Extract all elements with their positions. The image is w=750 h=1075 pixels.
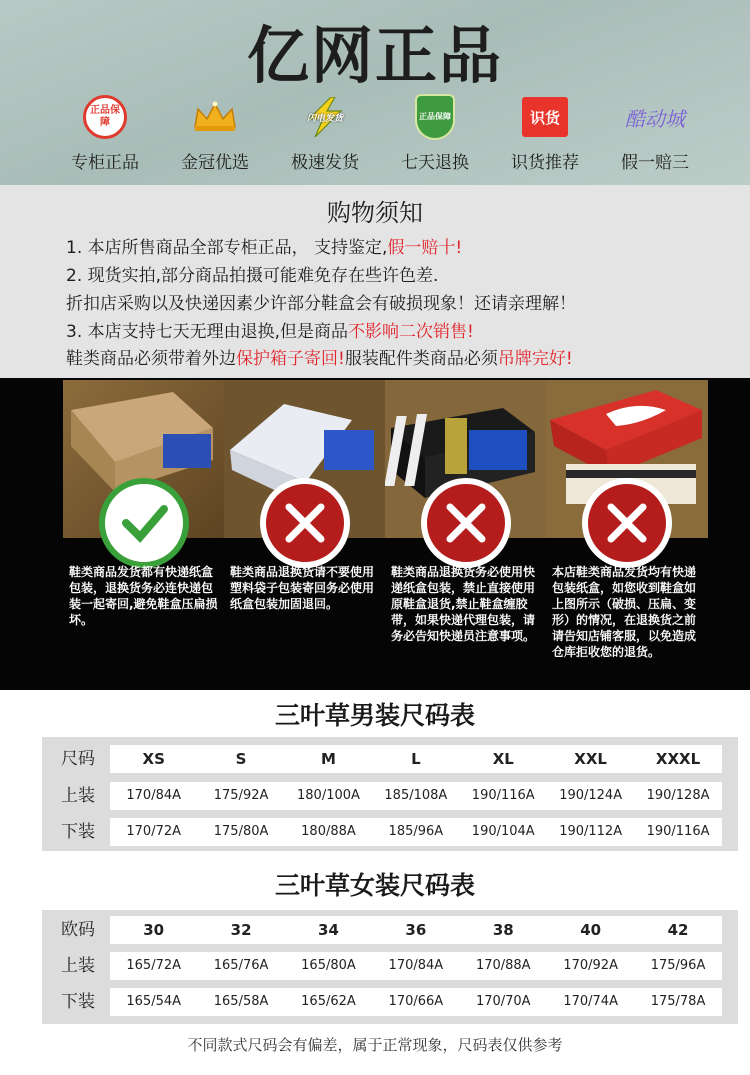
shihuo-logo-icon: 识货 bbox=[522, 97, 568, 137]
table-cell: 175/78A bbox=[650, 994, 706, 1009]
badge-label: 识货推荐 bbox=[511, 153, 579, 173]
badge-gold-crown bbox=[160, 92, 270, 173]
wrong-cross-icon bbox=[421, 478, 511, 568]
table-cell: 185/108A bbox=[384, 788, 448, 803]
panel-caption: 鞋类商品退换货请不要使用塑料袋子包装寄回务必使用纸盒包装加固退回。 bbox=[230, 565, 375, 611]
notice-line-2: 2. 现货实拍,部分商品拍摄可能难免存在些许色差. bbox=[66, 266, 439, 286]
table-cell: 165/76A bbox=[213, 958, 269, 973]
kudong-logo-icon: 酷动城 bbox=[625, 106, 685, 131]
header-banner bbox=[0, 0, 750, 185]
panel-correct-packaging bbox=[63, 378, 225, 690]
table-cell: 170/92A bbox=[563, 958, 618, 973]
notice-line-1: 1. 本店所售商品全部专柜正品， 支持鉴定,假一赔十! bbox=[66, 238, 463, 258]
table-row bbox=[42, 916, 738, 944]
table-cell: 180/88A bbox=[301, 824, 356, 839]
badge-label: 专柜正品 bbox=[71, 153, 139, 173]
table-cell: XXXL bbox=[655, 750, 701, 768]
table-cell: 170/84A bbox=[126, 788, 182, 803]
brand-title: 亿网正品 bbox=[246, 19, 503, 92]
panel-taped-shoebox bbox=[385, 378, 547, 690]
table-row bbox=[42, 782, 738, 810]
table-cell: 185/96A bbox=[388, 824, 444, 839]
men-size-table bbox=[42, 737, 738, 851]
badge-label: 假一赔三 bbox=[621, 153, 689, 173]
row-header: 下装 bbox=[61, 992, 95, 1012]
table-cell: 34 bbox=[318, 921, 339, 939]
badge-kudong bbox=[600, 92, 710, 173]
table-cell: M bbox=[321, 750, 336, 768]
table-cell: 32 bbox=[230, 921, 252, 939]
women-size-table bbox=[42, 910, 738, 1024]
panel-caption: 鞋类商品发货都有快递纸盒包装，退换货务必连快递包装一起寄回,避免鞋盒压扁损坏。 bbox=[69, 565, 218, 627]
table-row bbox=[42, 818, 738, 846]
table-cell: XXL bbox=[574, 750, 607, 768]
shopping-notice bbox=[0, 185, 750, 378]
notice-line-3: 折扣店采购以及快递因素少许部分鞋盒会有破损现象！还请亲理解！ bbox=[66, 294, 576, 314]
men-table-title: 三叶草男装尺码表 bbox=[274, 701, 475, 730]
packaging-examples bbox=[0, 378, 750, 690]
row-header: 下装 bbox=[61, 822, 95, 842]
badge-label: 极速发货 bbox=[291, 153, 359, 173]
notice-title: 购物须知 bbox=[327, 199, 423, 227]
table-cell: 175/80A bbox=[213, 824, 269, 839]
table-cell: S bbox=[235, 750, 247, 768]
gold-crown-icon bbox=[192, 101, 238, 133]
table-cell: 165/54A bbox=[126, 994, 182, 1009]
table-cell: 175/92A bbox=[213, 788, 269, 803]
wrong-cross-icon bbox=[260, 478, 350, 568]
table-cell: 42 bbox=[667, 921, 689, 939]
table-cell: 170/70A bbox=[475, 994, 531, 1009]
panel-caption: 鞋类商品退换货务必使用快递纸盒包装，禁止直接使用原鞋盒退货,禁止鞋盒缠胶带，如果快递代理包装，请务必告知快递员注意事项。 bbox=[391, 565, 536, 643]
notice-line-5: 鞋类商品必须带着外边保护箱子寄回!服装配件类商品必须吊牌完好! bbox=[66, 349, 573, 369]
table-cell: 165/72A bbox=[126, 958, 182, 973]
table-cell: XL bbox=[492, 750, 514, 768]
table-cell: 170/72A bbox=[126, 824, 182, 839]
lightning-bolt-icon: 闪电发货 bbox=[295, 100, 355, 134]
badge-label: 金冠优选 bbox=[181, 153, 249, 173]
table-cell: 190/124A bbox=[559, 788, 623, 803]
table-cell: 170/74A bbox=[563, 994, 618, 1009]
shield-icon: 正品保障 bbox=[415, 94, 455, 140]
row-header: 欧码 bbox=[61, 920, 95, 940]
table-row bbox=[42, 745, 738, 773]
table-cell: 175/96A bbox=[650, 958, 706, 973]
table-cell: 30 bbox=[143, 921, 165, 939]
table-cell: 180/100A bbox=[297, 788, 360, 803]
size-disclaimer: 不同款式尺码会有偏差，属于正常现象，尺码表仅供参考 bbox=[187, 1036, 563, 1054]
table-cell: 190/116A bbox=[471, 788, 535, 803]
authentic-seal-icon: 正品保障 bbox=[83, 95, 127, 139]
table-row bbox=[42, 952, 738, 980]
table-cell: 40 bbox=[580, 921, 602, 939]
table-cell: 170/88A bbox=[475, 958, 531, 973]
row-header: 上装 bbox=[61, 786, 95, 806]
badge-shihuo bbox=[490, 92, 600, 173]
table-cell: 36 bbox=[405, 921, 427, 939]
table-row bbox=[42, 988, 738, 1016]
table-cell: 170/84A bbox=[388, 958, 444, 973]
table-cell: 165/62A bbox=[301, 994, 356, 1009]
table-cell: L bbox=[411, 750, 421, 768]
table-cell: 190/116A bbox=[646, 824, 710, 839]
notice-line-4: 3. 本店支持七天无理由退换,但是商品不影响二次销售! bbox=[66, 322, 474, 342]
panel-caption: 本店鞋类商品发货均有快递包装纸盒，如您收到鞋盒如上图所示（破损、压扁、变形）的情况，在退换货之前请告知店铺客服，以免造成仓库拒收您的退货。 bbox=[552, 565, 697, 659]
badge-fast-delivery bbox=[270, 92, 380, 173]
badge-authentic bbox=[50, 92, 160, 173]
table-cell: 190/104A bbox=[471, 824, 535, 839]
badge-label: 七天退换 bbox=[401, 153, 469, 173]
panel-damaged-box bbox=[546, 378, 708, 690]
table-cell: 190/112A bbox=[559, 824, 623, 839]
women-table-title: 三叶草女装尺码表 bbox=[274, 871, 475, 900]
panel-plastic-bag bbox=[224, 378, 386, 690]
correct-check-icon bbox=[99, 478, 189, 568]
badge-seven-day-return bbox=[380, 92, 490, 173]
service-badges bbox=[50, 92, 710, 173]
table-cell: 165/80A bbox=[301, 958, 356, 973]
table-cell: 165/58A bbox=[213, 994, 269, 1009]
table-cell: XS bbox=[142, 750, 165, 768]
table-cell: 190/128A bbox=[646, 788, 710, 803]
row-header: 尺码 bbox=[61, 749, 95, 769]
table-cell: 170/66A bbox=[388, 994, 444, 1009]
table-cell: 38 bbox=[492, 921, 514, 939]
row-header: 上装 bbox=[61, 956, 95, 976]
wrong-cross-icon bbox=[582, 478, 672, 568]
